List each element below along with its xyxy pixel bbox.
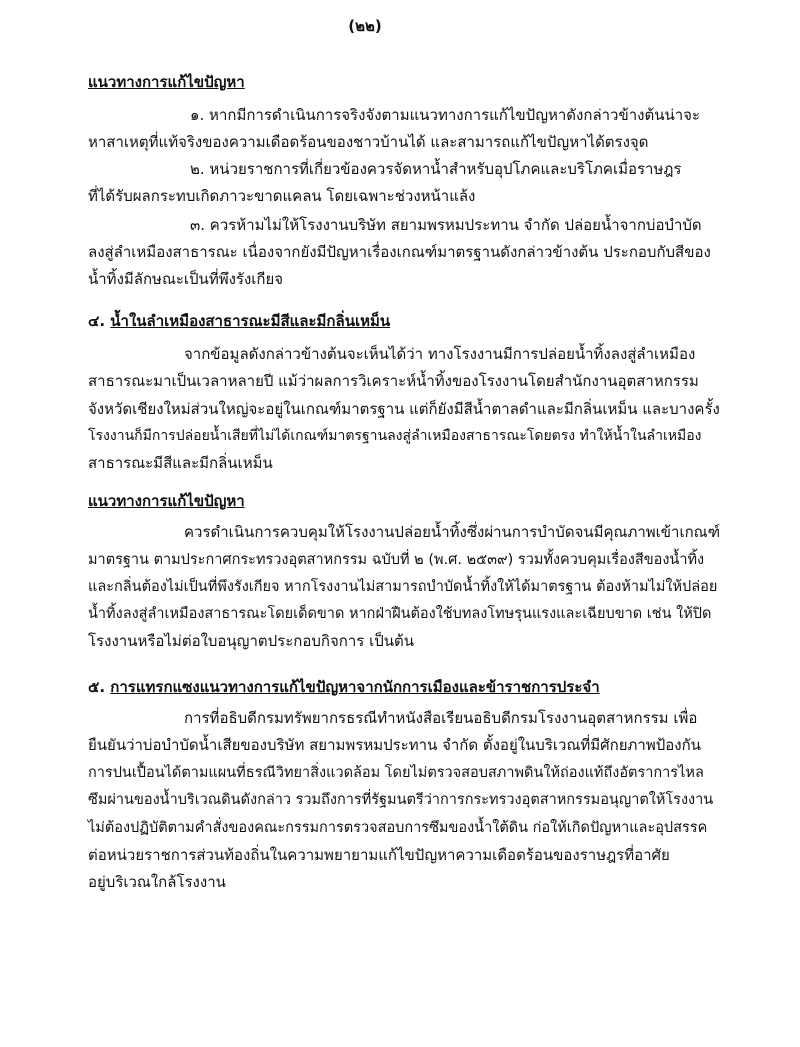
paragraph-line: จากข้อมูลดังกล่าวข้างต้นจะเห็นได้ว่า ทางโรงงานมีการปล่อยน้ำทิ้งลงสู่ลำเหมือง [184, 345, 696, 363]
section-title: น้ำในลำเหมืองสาธารณะมีสีและมีกลิ่นเหม็น [110, 312, 391, 330]
paragraph-line: และกลิ่นต้องไม่เป็นที่พึงรังเกียจ หากโรงงานไม่สามารถบำบัดน้ำทิ้งให้ได้มาตรฐาน ต้องห้ามไม่ให้ปล่อย [88, 579, 718, 595]
section-heading-solution-2: แนวทางการแก้ไขปัญหา [88, 492, 245, 510]
paragraph-line: สาธารณะมาเป็นเวลาหลายปี แม้ว่าผลการวิเคราะห์น้ำทิ้งของโรงงานโดยสำนักงานอุตสาหกรรม [88, 372, 699, 390]
paragraph-line: ไม่ต้องปฏิบัติตามคำสั่งของคณะกรรมการตรวจสอบการซึมของน้ำใต้ดิน ก่อให้เกิดปัญหาและอุปสรรค [88, 820, 708, 836]
paragraph-line: โรงงานหรือไม่ต่อใบอนุญาตประกอบกิจการ เป็นต้น [88, 632, 414, 650]
page-number: (๒๒) [348, 17, 382, 35]
paragraph-line: อยู่บริเวณใกล้โรงงาน [88, 873, 226, 891]
paragraph-line: การที่อธิบดีกรมทรัพยากรธรณีทำหนังสือเรียนอธิบดีกรมโรงงานอุตสาหกรรม เพื่อ [184, 709, 698, 727]
paragraph-line: โรงงานก็มีการปล่อยน้ำเสียที่ไม่ได้เกณฑ์มาตรฐานลงสู่ลำเหมืองสาธารณะโดยตรง ทำให้น้ำในลำเหมือง [88, 428, 702, 444]
paragraph-line: ต่อหน่วยราชการส่วนท้องถิ่นในความพยายามแก้ไขปัญหาความเดือดร้อนของราษฎรที่อาศัย [88, 846, 670, 864]
paragraph-line: มาตรฐาน ตามประกาศกระทรวงอุตสาหกรรม ฉบับที่ ๒ (พ.ศ. ๒๕๓๙) รวมทั้งควบคุมเรื่องสีของน้ำทิ้ง [88, 552, 705, 568]
paragraph-line: สาธารณะมีสีและมีกลิ่นเหม็น [88, 454, 273, 472]
section-heading-solution-1: แนวทางการแก้ไขปัญหา [88, 73, 245, 91]
paragraph-line: การปนเปื้อนได้ตามแผนที่ธรณีวิทยาสิ่งแวดล้อม โดยไม่ตรวจสอบสภาพดินให้ถ่องแท้ถึงอัตราการไหล [88, 765, 704, 781]
paragraph-line: ๑. หากมีการดำเนินการจริงจังตามแนวทางการแก้ไขปัญหาดังกล่าวข้างต้นน่าจะ [190, 106, 700, 124]
paragraph-line: ควรดำเนินการควบคุมให้โรงงานปล่อยน้ำทิ้งซึ่งผ่านการบำบัดจนมีคุณภาพเข้าเกณฑ์ [184, 523, 721, 541]
paragraph-line: ๒. หน่วยราชการที่เกี่ยวข้องควรจัดหาน้ำสำหรับอุปโภคและบริโภคเมื่อราษฎร [190, 160, 682, 178]
paragraph-line: ที่ได้รับผลกระทบเกิดภาวะขาดแคลน โดยเฉพาะช่วงหน้าแล้ง [88, 187, 476, 205]
paragraph-line: จังหวัดเชียงใหม่ส่วนใหญ่จะอยู่ในเกณฑ์มาตรฐาน แต่ก็ยังมีสีน้ำตาลดำและมีกลิ่นเหม็น และบางครั้ง [88, 400, 720, 418]
paragraph-line: ๓. ควรห้ามไม่ให้โรงงานบริษัท สยามพรหมประทาน จำกัด ปล่อยน้ำจากบ่อบำบัด [190, 216, 702, 234]
section-number: ๔. [88, 312, 106, 330]
section-heading-4 [88, 310, 390, 332]
paragraph-line: หาสาเหตุที่แท้จริงของความเดือดร้อนของชาวบ้านได้ และสามารถแก้ไขปัญหาได้ตรงจุด [88, 133, 649, 151]
section-number: ๕. [88, 678, 106, 696]
paragraph-line: ซึมผ่านของน้ำบริเวณดินดังกล่าว รวมถึงการที่รัฐมนตรีว่าการกระทรวงอุตสาหกรรมอนุญาตให้โรงงาน [88, 792, 714, 808]
section-heading-5 [88, 676, 600, 698]
paragraph-line: น้ำทิ้งมีลักษณะเป็นที่พึงรังเกียจ [88, 270, 284, 288]
paragraph-line: ลงสู่ลำเหมืองสาธารณะ เนื่องจากยังมีปัญหาเรื่องเกณฑ์มาตรฐานดังกล่าวข้างต้น ประกอบกับสีของ [88, 243, 711, 261]
paragraph-line: น้ำทิ้งลงสู่ลำเหมืองสาธารณะโดยเด็ดขาด หากฝ่าฝืนต้องใช้บทลงโทษรุนแรงและเฉียบขาด เช่น ให้ปิด [88, 606, 712, 622]
paragraph-line: ยืนยันว่าบ่อบำบัดน้ำเสียของบริษัท สยามพรหมประทาน จำกัด ตั้งอยู่ในบริเวณที่มีศักยภาพป้องกัน [88, 736, 701, 754]
section-title: การแทรกแซงแนวทางการแก้ไขปัญหาจากนักการเมืองและข้าราชการประจำ [110, 678, 600, 696]
